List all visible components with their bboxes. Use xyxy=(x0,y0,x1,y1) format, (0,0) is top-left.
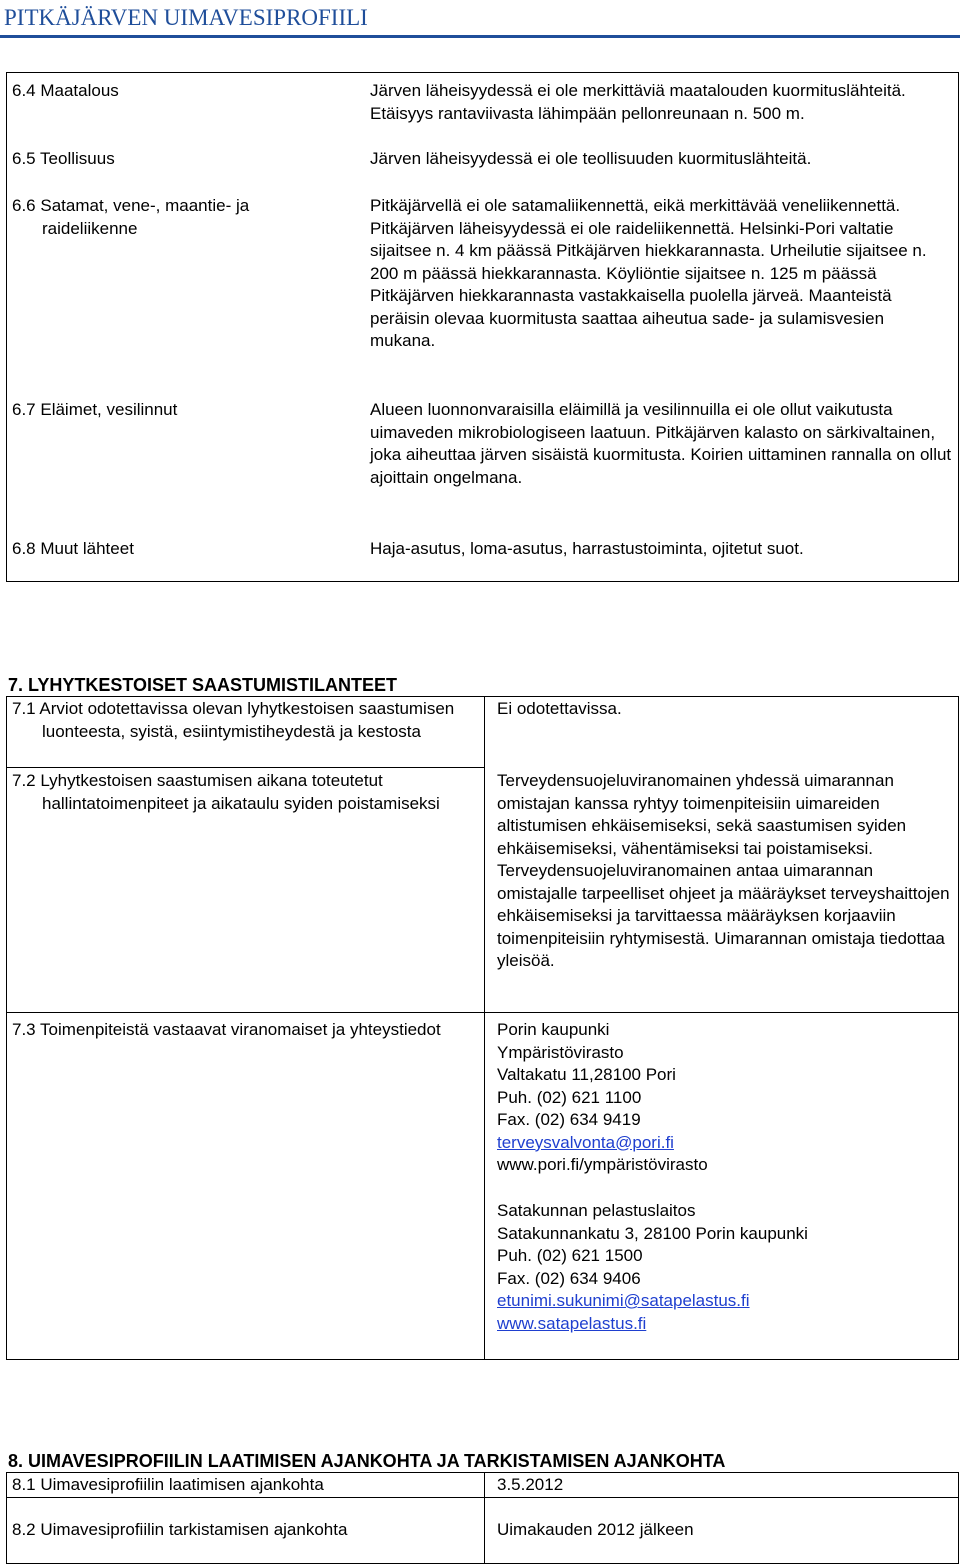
row-6-4-label: 6.4 Maatalous xyxy=(12,81,119,100)
page-header xyxy=(0,0,960,38)
contact-pori-fax: Fax. (02) 634 9419 xyxy=(497,1110,641,1129)
contact-pori-phone: Puh. (02) 621 1100 xyxy=(497,1087,642,1107)
contact-pori-dept: Ympäristövirasto xyxy=(497,1042,624,1062)
contact-pori-address: Valtakatu 11,28100 Pori xyxy=(497,1065,676,1084)
row-7-3-label: 7.3 Toimenpiteistä vastaavat viranomaiset ja yhteystiedot xyxy=(12,1020,441,1039)
contact-satapelastus-address: Satakunnankatu 3, 28100 Porin kaupunki xyxy=(497,1223,808,1243)
row-6-5-label: 6.5 Teollisuus xyxy=(12,149,115,168)
row-7-2-text: Terveydensuojeluviranomainen yhdessä uimarannan omistajan kanssa ryhtyy toimenpiteisiin uimareiden altistumisen ehkäisemiseksi, sekä saastumisen syiden ehkäisemiseksi, vähentämiseksi tai poistamiseksi. Terveydensuojeluviranomainen antaa uimarannan omistajalle tarpeelliset ohjeet ja määräykset terveyshaittojen ehkäisemiseksi ja tarvittaessa määräyksen korjaaviin toimenpiteisiin ryhtymisestä. Uimarannan omistaja tiedottaa yleisöä. xyxy=(497,771,950,970)
section8-row-divider xyxy=(6,1497,959,1498)
row-6-8-text: Haja-asutus, loma-asutus, harrastustoiminta, ojitetut suot. xyxy=(370,539,804,558)
row-6-7-label: 6.7 Eläimet, vesilinnut xyxy=(12,400,178,419)
row-6-5-text: Järven läheisyydessä ei ole teollisuuden kuormituslähteitä. xyxy=(370,149,812,168)
section8-heading: 8. UIMAVESIPROFIILIN LAATIMISEN AJANKOHTA JA TARKISTAMISEN AJANKOHTA xyxy=(8,1451,726,1471)
contact-pori-name: Porin kaupunki xyxy=(497,1020,610,1039)
row-6-6-label: 6.6 Satamat, vene-, maantie- ja raideliikenne xyxy=(12,196,250,238)
header-rule xyxy=(0,35,960,38)
row-7-1-label: 7.1 Arviot odotettavissa olevan lyhytkestoisen saastumisen luonteesta, syistä, esiintymistiheydestä ja kestosta xyxy=(12,699,455,741)
row-7-2-label: 7.2 Lyhytkestoisen saastumisen aikana toteutetut hallintatoimenpiteet ja aikataulu syiden poistamiseksi xyxy=(12,771,440,813)
section8-column-divider xyxy=(484,1472,485,1564)
row-6-4-text: Järven läheisyydessä ei ole merkittäviä maatalouden kuormituslähteitä. Etäisyys rantaviivasta lähimpään pellonreunaan n. 500 m. xyxy=(370,81,906,123)
contact-satapelastus-name: Satakunnan pelastuslaitos xyxy=(497,1201,696,1220)
row-6-8-label: 6.8 Muut lähteet xyxy=(12,539,134,558)
row-8-2-label: 8.2 Uimavesiprofiilin tarkistamisen ajankohta xyxy=(12,1520,348,1539)
section7-heading: 7. LYHYTKESTOISET SAASTUMISTILANTEET xyxy=(8,675,398,695)
row-8-2-value: Uimakauden 2012 jälkeen xyxy=(497,1520,694,1539)
contact-pori-email-link[interactable]: terveysvalvonta@pori.fi xyxy=(497,1132,674,1152)
document-title: PITKÄJÄRVEN UIMAVESIPROFIILI xyxy=(4,5,368,30)
row-6-6-text: Pitkäjärvellä ei ole satamaliikennettä, eikä merkittävää veneliikennettä. Pitkäjärven läheisyydessä ei ole raideliikennettä. Helsinki-Pori valtatie sijaitsee n. 4 km päässä Pitkäjärven hiekkarannasta. Urheilutie sijaitsee n. 200 m päässä hiekkarannasta. Köyliöntie sijaitsee n. 125 m päässä Pitkäjärven hiekkarannasta vastakkaisella puolella järveä. Maanteistä peräisin olevaa kuormitusta saattaa aiheutua sade- ja sulamisvesien mukana. xyxy=(370,196,927,350)
contact-satapelastus-email-link[interactable]: etunimi.sukunimi@satapelastus.fi xyxy=(497,1291,750,1310)
contact-pori-web: www.pori.fi/ympäristövirasto xyxy=(497,1155,708,1174)
row-7-1-divider xyxy=(6,767,484,768)
row-7-2-divider xyxy=(6,1012,959,1013)
row-8-1-value: 3.5.2012 xyxy=(497,1475,564,1494)
row-8-1-label: 8.1 Uimavesiprofiilin laatimisen ajankohta xyxy=(12,1475,324,1494)
contact-satapelastus-fax: Fax. (02) 634 9406 xyxy=(497,1268,641,1288)
row-7-1-text: Ei odotettavissa. xyxy=(497,699,622,718)
contact-satapelastus-web-link[interactable]: www.satapelastus.fi xyxy=(497,1313,647,1333)
row-6-7-text: Alueen luonnonvaraisilla eläimillä ja vesilinnuilla ei ole ollut vaikutusta uimaveden mikrobiologiseen laatuun. Pitkäjärven kalasto on särkivaltainen, joka aiheuttaa järven sisäistä kuormitusta. Koirien uittaminen rannalla on ollut ajoittain ongelmana. xyxy=(370,400,952,487)
contact-satapelastus-phone: Puh. (02) 621 1500 xyxy=(497,1246,643,1265)
